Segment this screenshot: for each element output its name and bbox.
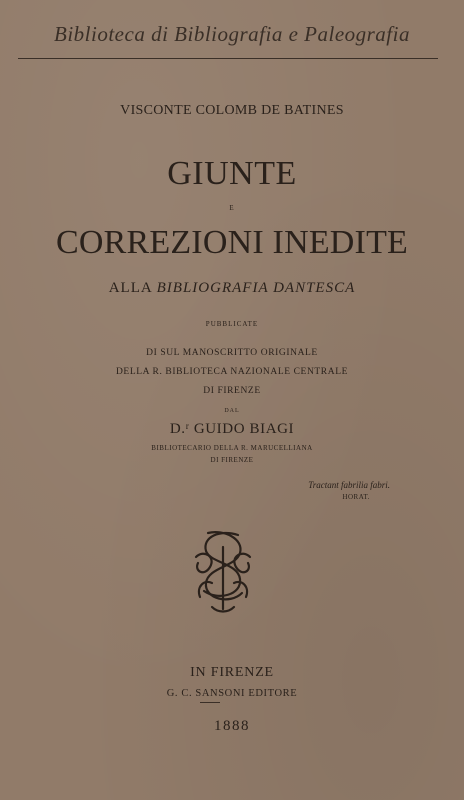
editor-name: D.ʳ GUIDO BIAGI bbox=[169, 421, 295, 437]
subtitle-prefix: ALLA bbox=[108, 280, 157, 296]
series-title: Biblioteca di Bibliografia e Paleografia bbox=[54, 22, 410, 46]
editor-role-line-1: BIBLIOTECARIO DELLA R. MARUCELLIANA bbox=[151, 444, 313, 452]
imprint-publisher: G. C. SANSONI EDITORE bbox=[166, 688, 298, 699]
title-conjunction: E bbox=[229, 204, 235, 212]
title-line-2: CORREZIONI INEDITE bbox=[55, 224, 409, 261]
manuscript-line-1: DI SUL MANOSCRITTO ORIGINALE bbox=[146, 348, 318, 358]
author: VISCONTE COLOMB DE BATINES bbox=[120, 103, 344, 118]
title-line-1: GIUNTE bbox=[167, 155, 297, 192]
imprint-place: IN FIRENZE bbox=[190, 665, 274, 680]
imprint-dash bbox=[200, 702, 220, 703]
published-label: PUBBLICATE bbox=[205, 320, 259, 328]
subtitle-italic: BIBLIOGRAFIA DANTESCA bbox=[156, 280, 356, 296]
imprint-year: 1888 bbox=[214, 718, 250, 734]
manuscript-line-2: DELLA R. BIBLIOTECA NAZIONALE CENTRALE bbox=[115, 367, 349, 377]
subtitle bbox=[0, 280, 464, 297]
manuscript-line-3: DI FIRENZE bbox=[203, 386, 261, 396]
by-label: DAL bbox=[224, 408, 240, 414]
motto-source: HORAT. bbox=[342, 493, 370, 501]
editor-role-line-2: DI FIRENZE bbox=[210, 456, 254, 464]
header-rule bbox=[18, 58, 438, 59]
publisher-monogram-icon bbox=[190, 527, 256, 617]
motto: Tractant fabrilia fabri. bbox=[308, 480, 390, 490]
